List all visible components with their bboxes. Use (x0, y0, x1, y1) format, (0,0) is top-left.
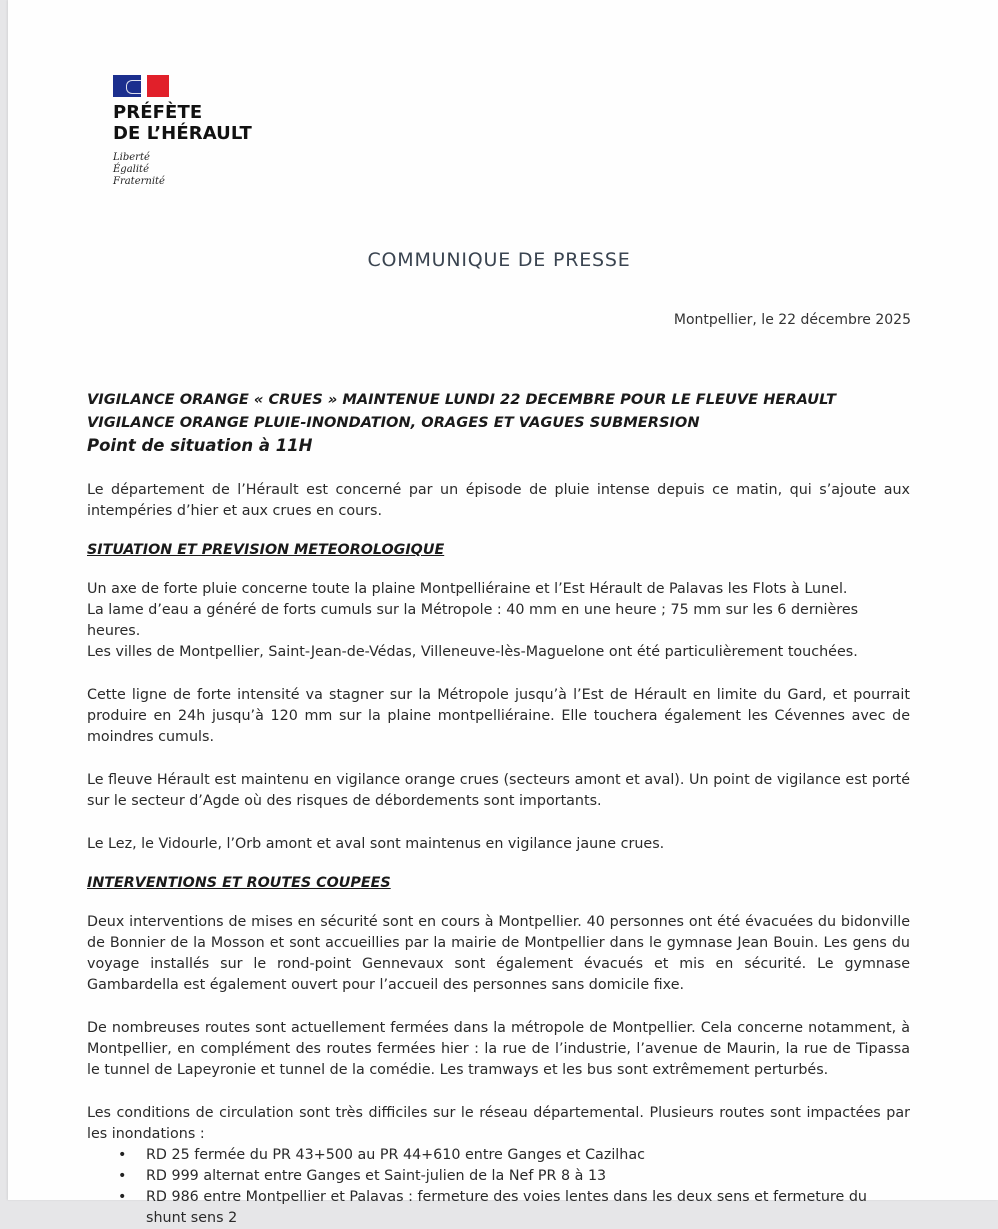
road-item: • RD 986 entre Montpellier et Palavas : fermeture des voies lentes dans les deux sens et fermeture du shunt sens 2 (146, 1187, 910, 1229)
section-title-meteo: SITUATION ET PREVISION METEOROLOGIQUE (87, 542, 445, 558)
section-title-interventions: INTERVENTIONS ET ROUTES COUPEES (87, 875, 391, 891)
road-item: • RD 25 fermée du PR 43+500 au PR 44+610 entre Ganges et Cazilhac (146, 1145, 910, 1166)
prefecture-logo (113, 75, 252, 188)
road-item: • RD 999 alternat entre Ganges et Saint-julien de la Nef PR 8 à 13 (146, 1166, 910, 1187)
headline-point-situation: Point de situation à 11H (87, 436, 313, 455)
prefecture-name: PRÉFÈTE DE L’HÉRAULT (113, 102, 252, 144)
republic-motto: Liberté Égalité Fraternité (113, 152, 165, 187)
meteo-paragraph-2: Cette ligne de forte intensité va stagner sur la Métropole jusqu’à l’Est de Hérault en limite du Gard, et pourrait produire en 24h jusqu’à 120 mm sur la plaine montpelliéraine. Elle touchera également les Cévennes avec de moindres cumuls. (87, 687, 910, 745)
marianne-flag-icon (113, 75, 169, 97)
headline-vigilance-pluie: VIGILANCE ORANGE PLUIE-INONDATION, ORAGES ET VAGUES SUBMERSION (87, 414, 700, 431)
date-line: Montpellier, le 22 décembre 2025 (673, 312, 911, 328)
interventions-paragraph-2: De nombreuses routes sont actuellement fermées dans la métropole de Montpellier. Cela concerne notamment, à Montpellier, en complément des routes fermées hier : la rue de l’industrie, l’avenue de Maurin, la rue de Tipassa le tunnel de Lapeyronie et tunnel de la comédie. Les tramways et les bus sont extrêmement perturbés. (87, 1020, 910, 1078)
meteo-paragraph-1: Un axe de forte pluie concerne toute la plaine Montpelliéraine et l’Est Hérault de Palavas les Flots à Lunel. La lame d’eau a généré de forts cumuls sur la Métropole : 40 mm en une heure ; 75 mm sur les 6 dernières heures. Les villes de Montpellier, Saint-Jean-de-Védas, Villeneuve-lès-Maguelone ont été particulièrement touchées. (87, 581, 859, 660)
intro-paragraph: Le département de l’Hérault est concerné par un épisode de pluie intense depuis ce matin, qui s’ajoute aux intempéries d’hier et aux crues en cours. (87, 482, 910, 519)
headline-vigilance-crues: VIGILANCE ORANGE « CRUES » MAINTENUE LUNDI 22 DECEMBRE POUR LE FLEUVE HERAULT (87, 391, 836, 408)
document-type-title: COMMUNIQUE DE PRESSE (367, 249, 631, 271)
meteo-paragraph-3: Le fleuve Hérault est maintenu en vigilance orange crues (secteurs amont et aval). Un point de vigilance est porté sur le secteur d’Agde où des risques de débordements sont importants. (87, 772, 910, 809)
press-release-body (87, 388, 910, 1229)
closed-roads-list (87, 1145, 910, 1229)
interventions-paragraph-1: Deux interventions de mises en sécurité sont en cours à Montpellier. 40 personnes ont été évacuées du bidonville de Bonnier de la Mosson et sont accueillies par la mairie de Montpellier dans le gymnase Jean Bouin. Les gens du voyage installés sur le rond-point Gennevaux sont également évacués et mis en sécurité. Le gymnase Gambardella est également ouvert pour l’accueil des personnes sans domicile fixe. (87, 914, 910, 993)
meteo-paragraph-4: Le Lez, le Vidourle, l’Orb amont et aval sont maintenus en vigilance jaune crues. (87, 836, 665, 852)
interventions-paragraph-3: Les conditions de circulation sont très difficiles sur le réseau départemental. Plusieurs routes sont impactées par les inondations : (87, 1105, 910, 1142)
